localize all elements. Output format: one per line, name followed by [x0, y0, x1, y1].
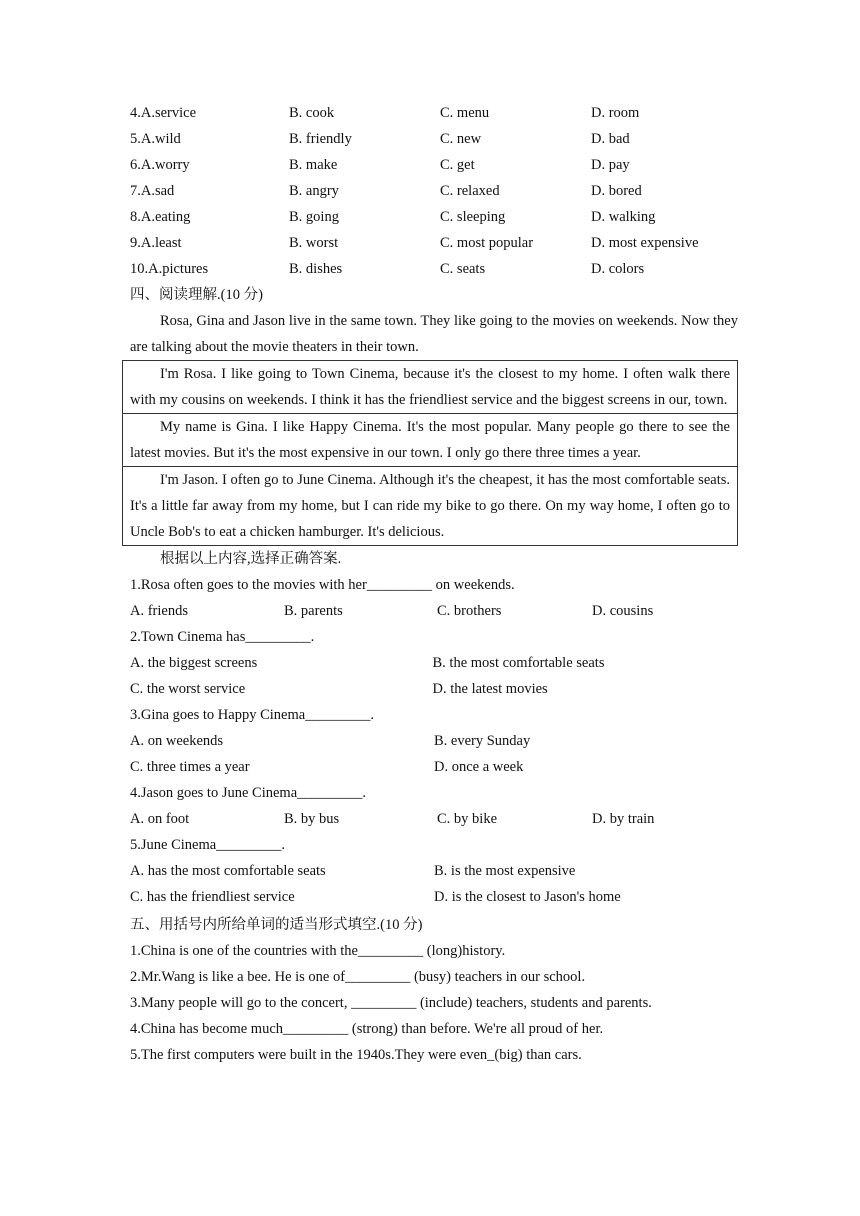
option-c: C. relaxed [440, 183, 500, 199]
option-a: 4.A.service [130, 105, 197, 121]
section3-option-table [130, 100, 738, 282]
question-1: 1.Rosa often goes to the movies with her_________ on weekends. [130, 577, 515, 593]
question-4: 4.Jason goes to June Cinema_________. [130, 785, 367, 801]
passage-rosa: I'm Rosa. I like going to Town Cinema, because it's the closest to my home. I often walk there with my cousins on weekends. I think it has the friendliest service and the biggest screens in our, town. [130, 366, 730, 408]
option-row [130, 256, 738, 282]
question-3-options [130, 754, 738, 780]
option-d: D. bad [591, 131, 630, 147]
option-d: D. by train [592, 811, 655, 827]
option-a: 6.A.worry [130, 157, 190, 173]
passage-gina: My name is Gina. I like Happy Cinema. It's the most popular. Many people go there to see the latest movies. But it's the most expensive in our town. I only go there three times a year. [123, 413, 737, 466]
option-d: D. most expensive [591, 235, 699, 251]
option-b: B. angry [289, 183, 339, 199]
option-b: B. by bus [284, 811, 340, 827]
option-d: D. once a week [434, 759, 524, 775]
question-4-options [130, 806, 738, 832]
option-c: C. by bike [437, 811, 498, 827]
passage-jason: I'm Jason. I often go to June Cinema. Although it's the cheapest, it has the most comfortable seats. It's a little far away from my home, but I can ride my bike to go there. On my way home, I often go to Uncle Bob's to eat a chicken hamburger. It's delicious. [123, 466, 737, 545]
option-c: C. most popular [440, 235, 534, 251]
option-row [130, 152, 738, 178]
option-d: D. room [591, 105, 640, 121]
option-row [130, 204, 738, 230]
worksheet-page [130, 100, 738, 1068]
question-1-options [130, 598, 738, 624]
option-b: B. worst [289, 235, 339, 251]
question-3: 3.Gina goes to Happy Cinema_________. [130, 707, 375, 723]
option-b: B. the most comfortable seats [432, 655, 605, 671]
option-c: C. has the friendliest service [130, 889, 295, 905]
fill-item-4: 4.China has become much_________ (strong) than before. We're all proud of her. [130, 1021, 604, 1037]
fill-item-5: 5.The first computers were built in the 1940s.They were even_(big) than cars. [130, 1047, 582, 1063]
reading-passage-box [122, 360, 738, 546]
option-d: D. colors [591, 261, 645, 277]
option-a: A. on weekends [130, 733, 224, 749]
option-d: D. walking [591, 209, 656, 225]
reading-intro: Rosa, Gina and Jason live in the same town. They like going to the movies on weekends. Now they are talking about the movie theaters in their town. [130, 313, 738, 355]
option-b: B. friendly [289, 131, 352, 147]
section5-heading: 五、用括号内所给单词的适当形式填空.(10 分) [130, 917, 423, 933]
option-d: D. bored [591, 183, 642, 199]
question-2-options [130, 676, 738, 702]
option-a: 5.A.wild [130, 131, 181, 147]
option-c: C. menu [440, 105, 490, 121]
option-row [130, 100, 738, 126]
option-b: B. cook [289, 105, 335, 121]
option-a: A. has the most comfortable seats [130, 863, 326, 879]
option-c: C. sleeping [440, 209, 506, 225]
option-b: B. every Sunday [434, 733, 531, 749]
option-c: C. three times a year [130, 759, 250, 775]
option-b: B. make [289, 157, 338, 173]
question-3-options [130, 728, 738, 754]
option-b: B. is the most expensive [434, 863, 576, 879]
question-2: 2.Town Cinema has_________. [130, 629, 315, 645]
option-a: A. on foot [130, 811, 190, 827]
option-b: B. parents [284, 603, 343, 619]
option-c: C. seats [440, 261, 486, 277]
option-c: C. brothers [437, 603, 502, 619]
option-a: 8.A.eating [130, 209, 191, 225]
option-d: D. cousins [592, 603, 654, 619]
option-a: 10.A.pictures [130, 261, 209, 277]
question-5-options [130, 858, 738, 884]
option-a: A. the biggest screens [130, 655, 258, 671]
fill-item-2: 2.Mr.Wang is like a bee. He is one of_________ (busy) teachers in our school. [130, 969, 586, 985]
option-row [130, 230, 738, 256]
option-c: C. the worst service [130, 681, 246, 697]
option-a: 9.A.least [130, 235, 182, 251]
section4-heading: 四、阅读理解.(10 分) [130, 287, 263, 303]
option-d: D. is the closest to Jason's home [434, 889, 621, 905]
option-a: 7.A.sad [130, 183, 175, 199]
option-c: C. new [440, 131, 482, 147]
option-b: B. dishes [289, 261, 343, 277]
option-row [130, 178, 738, 204]
option-d: D. pay [591, 157, 630, 173]
option-c: C. get [440, 157, 475, 173]
option-d: D. the latest movies [432, 681, 548, 697]
question-2-options [130, 650, 738, 676]
fill-item-1: 1.China is one of the countries with the_________ (long)history. [130, 943, 506, 959]
question-5-options [130, 884, 738, 910]
option-b: B. going [289, 209, 339, 225]
fill-item-3: 3.Many people will go to the concert, _________ (include) teachers, students and parents. [130, 995, 652, 1011]
reading-instruction: 根据以上内容,选择正确答案. [160, 551, 342, 567]
question-5: 5.June Cinema_________. [130, 837, 286, 853]
option-a: A. friends [130, 603, 188, 619]
option-row [130, 126, 738, 152]
